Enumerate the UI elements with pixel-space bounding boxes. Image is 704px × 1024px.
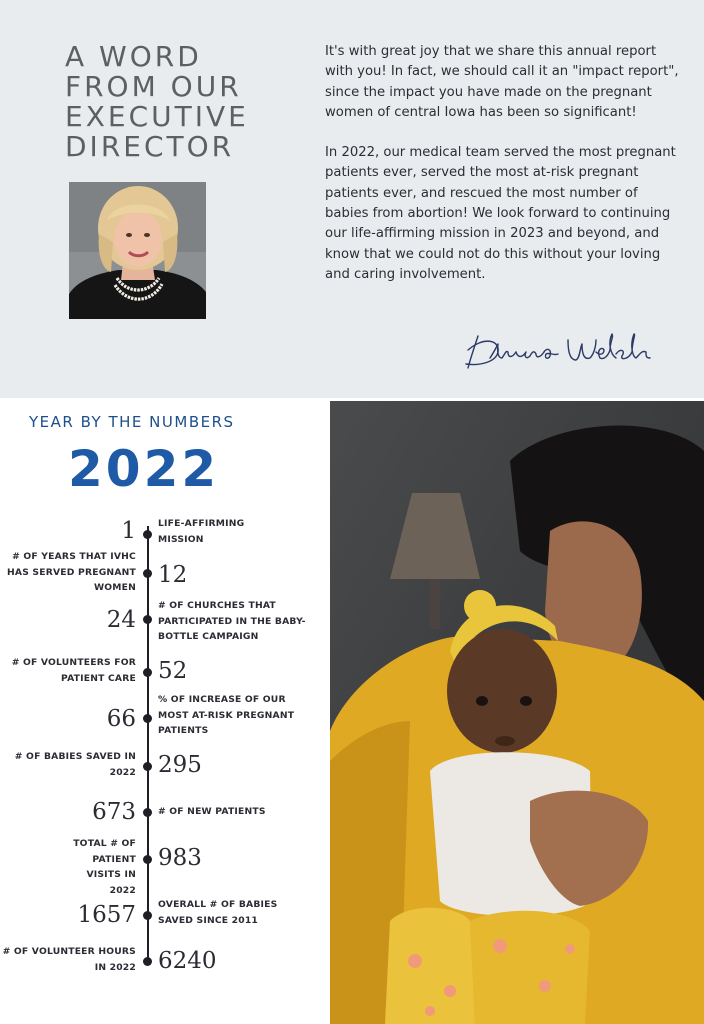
stat-value: 1 bbox=[121, 518, 136, 544]
section-heading bbox=[65, 42, 295, 162]
numbers-section-title: YEAR BY THE NUMBERS bbox=[29, 413, 235, 431]
stat-label: # OF YEARS THAT IVHC HAS SERVED PREGNANT WOMEN bbox=[7, 551, 136, 593]
stat-value: 295 bbox=[158, 752, 202, 778]
timeline-dot bbox=[143, 762, 152, 771]
stat-label: # OF BABIES SAVED IN 2022 bbox=[14, 751, 136, 778]
numbers-year: 2022 bbox=[68, 440, 220, 498]
stat-label: # OF NEW PATIENTS bbox=[158, 806, 266, 817]
stat-label: OVERALL # OF BABIES SAVED SINCE 2011 bbox=[158, 899, 278, 926]
mother-and-baby-image bbox=[330, 401, 704, 1024]
stat-value: 983 bbox=[158, 845, 202, 871]
stat-label: % OF INCREASE OF OUR MOST AT-RISK PREGNANT PATIENTS bbox=[158, 694, 295, 736]
heading-line: DIRECTOR bbox=[65, 130, 235, 163]
timeline-dot bbox=[143, 957, 152, 966]
stat-label: LIFE-AFFIRMING MISSION bbox=[158, 518, 245, 545]
stat-value: 52 bbox=[158, 658, 188, 684]
letter-paragraph-1: It's with great joy that we share this annual report with you! In fact, we should call it an "impact report", since the impact you have made on the pregnant women of central Iowa has been so significant! bbox=[325, 44, 679, 120]
signature bbox=[460, 328, 670, 374]
timeline-dot bbox=[143, 530, 152, 539]
heading-line: EXECUTIVE bbox=[65, 100, 249, 133]
timeline-dot bbox=[143, 668, 152, 677]
stat-label: # OF VOLUNTEERS FOR PATIENT CARE bbox=[11, 657, 136, 684]
timeline-dot bbox=[143, 855, 152, 864]
director-portrait bbox=[69, 182, 206, 319]
timeline-dot bbox=[143, 808, 152, 817]
letter-body bbox=[325, 42, 685, 285]
stat-label: # OF VOLUNTEER HOURS IN 2022 bbox=[2, 946, 136, 973]
stat-value: 66 bbox=[106, 706, 136, 732]
heading-line: FROM OUR bbox=[65, 70, 242, 103]
mother-and-baby-photo bbox=[330, 401, 704, 1024]
stat-value: 12 bbox=[158, 562, 188, 588]
stat-value: 24 bbox=[106, 607, 136, 633]
heading-line: A WORD bbox=[65, 40, 202, 73]
stat-value: 673 bbox=[92, 799, 136, 825]
timeline-dot bbox=[143, 569, 152, 578]
timeline-dot bbox=[143, 714, 152, 723]
timeline-line bbox=[147, 526, 149, 964]
director-portrait-image bbox=[69, 182, 206, 319]
timeline-dot bbox=[143, 615, 152, 624]
stat-label: TOTAL # OF PATIENT VISITS IN 2022 bbox=[73, 838, 136, 896]
stat-value: 6240 bbox=[158, 948, 217, 974]
stat-value: 1657 bbox=[77, 902, 136, 928]
timeline-dot bbox=[143, 911, 152, 920]
stat-label: # OF CHURCHES THAT PARTICIPATED IN THE BABY-BOTTLE CAMPAIGN bbox=[158, 600, 306, 642]
letter-paragraph-2: In 2022, our medical team served the most pregnant patients ever, served the most at-risk pregnant patients ever, and rescued the most number of babies from abortion! We look forward to continuing our life-affirming mission in 2023 and beyond, and know that we could not do this without your loving and caring involvement. bbox=[325, 145, 676, 282]
